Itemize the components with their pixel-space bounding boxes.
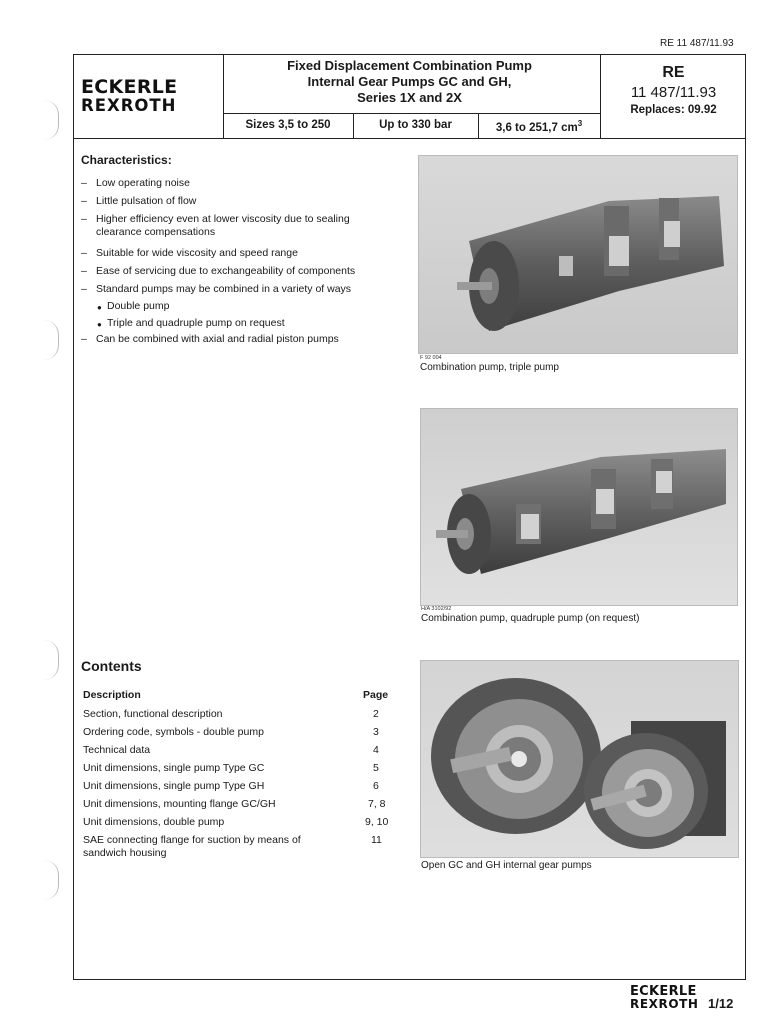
page-number: 1/12 xyxy=(708,996,734,1011)
list-item: Can be combined with axial and radial piston pumps xyxy=(96,333,339,345)
punch-hole xyxy=(44,320,59,360)
contents-title: Contents xyxy=(81,658,142,674)
logo-line-1: ECKERLE xyxy=(81,76,178,98)
contents-row xyxy=(83,708,403,720)
characteristics-title: Characteristics: xyxy=(81,153,172,167)
list-dash: – xyxy=(81,265,87,277)
list-item: Higher efficiency even at lower viscosity due to sealing xyxy=(96,213,350,225)
sub-bullet-dot: ● xyxy=(97,320,102,329)
list-dash: – xyxy=(81,333,87,345)
list-item: Standard pumps may be combined in a variety of ways xyxy=(96,283,352,295)
photo-triple-pump xyxy=(418,155,738,354)
top-reference: RE 11 487/11.93 xyxy=(660,38,734,49)
document-title xyxy=(223,58,596,106)
contents-page: 4 xyxy=(373,744,379,756)
contents-col-page: Page xyxy=(363,689,389,701)
contents-description: Unit dimensions, single pump Type GH xyxy=(83,780,265,792)
figure-caption: Open GC and GH internal gear pumps xyxy=(421,860,592,871)
figure-caption: Combination pump, quadruple pump (on request) xyxy=(421,613,640,624)
photo-id: H/A 3102/92 xyxy=(421,606,452,612)
logo-line-2: REXROTH xyxy=(81,96,177,115)
list-dash: – xyxy=(81,195,87,207)
contents-description: Unit dimensions, double pump xyxy=(83,816,225,828)
figure-caption: Combination pump, triple pump xyxy=(420,362,559,373)
contents-description: Ordering code, symbols - double pump xyxy=(83,726,264,738)
contents-page: 11 xyxy=(371,834,382,846)
re-label: RE xyxy=(662,64,685,81)
contents-page: 6 xyxy=(373,780,379,792)
contents-col-description: Description xyxy=(83,689,141,701)
contents-row xyxy=(83,780,403,792)
re-number: 11 487/11.93 xyxy=(630,84,717,101)
title-line-2: Internal Gear Pumps GC and GH, xyxy=(307,74,512,89)
contents-description: Unit dimensions, mounting flange GC/GH xyxy=(83,798,276,810)
displacement-unit-exponent: 3 xyxy=(577,119,583,128)
footer-logo-line-2: REXROTH xyxy=(630,997,699,1011)
footer-logo-line-1: ECKERLE xyxy=(630,984,697,999)
sub-list-item: Double pump xyxy=(107,300,170,312)
list-dash: – xyxy=(81,177,87,189)
brand-logo xyxy=(81,78,177,115)
contents-description: sandwich housing xyxy=(83,847,167,859)
spec-pressure: Up to 330 bar xyxy=(379,119,452,131)
title-line-3: Series 1X and 2X xyxy=(357,90,462,105)
contents-page: 7, 8 xyxy=(368,798,386,810)
document-header xyxy=(73,54,746,139)
contents-row xyxy=(83,798,403,810)
title-line-1: Fixed Displacement Combination Pump xyxy=(287,58,532,73)
sub-list-item: Triple and quadruple pump on request xyxy=(107,317,285,329)
displacement-value: 3,6 to 251,7 cm xyxy=(495,121,578,134)
contents-description: Section, functional description xyxy=(83,708,223,720)
punch-hole xyxy=(44,640,59,680)
photo-id: F 92 004 xyxy=(420,355,442,361)
contents-row xyxy=(83,816,403,828)
list-item: Ease of servicing due to exchangeability of components xyxy=(96,265,356,277)
contents-page: 9, 10 xyxy=(365,816,389,828)
re-number-box xyxy=(601,64,746,116)
list-dash: – xyxy=(81,213,87,225)
list-dash: – xyxy=(81,247,87,259)
spec-sizes: Sizes 3,5 to 250 xyxy=(245,119,331,131)
list-item: Suitable for wide viscosity and speed range xyxy=(96,247,298,259)
list-item: Little pulsation of flow xyxy=(96,195,197,207)
contents-row xyxy=(83,726,403,738)
list-dash: – xyxy=(81,283,87,295)
replaces-note: Replaces: 09.92 xyxy=(630,104,717,116)
list-item: Low operating noise xyxy=(96,177,190,189)
punch-hole xyxy=(44,860,59,900)
contents-description: Technical data xyxy=(83,744,151,756)
footer-logo xyxy=(630,985,699,1010)
contents-row xyxy=(83,834,403,846)
contents-description: Unit dimensions, single pump Type GC xyxy=(83,762,265,774)
photo-open-gear-pumps xyxy=(420,660,739,858)
contents-row-continued xyxy=(83,847,403,859)
contents-page: 5 xyxy=(373,762,379,774)
list-item-continued: clearance compensations xyxy=(96,226,216,238)
contents-page: 3 xyxy=(373,726,379,738)
contents-page: 2 xyxy=(373,708,379,720)
sub-bullet-dot: ● xyxy=(97,303,102,312)
photo-quadruple-pump xyxy=(420,408,738,606)
contents-row xyxy=(83,744,403,756)
contents-row xyxy=(83,762,403,774)
contents-description: SAE connecting flange for suction by means of xyxy=(83,834,301,846)
punch-hole xyxy=(44,100,59,140)
spec-displacement xyxy=(478,119,600,134)
